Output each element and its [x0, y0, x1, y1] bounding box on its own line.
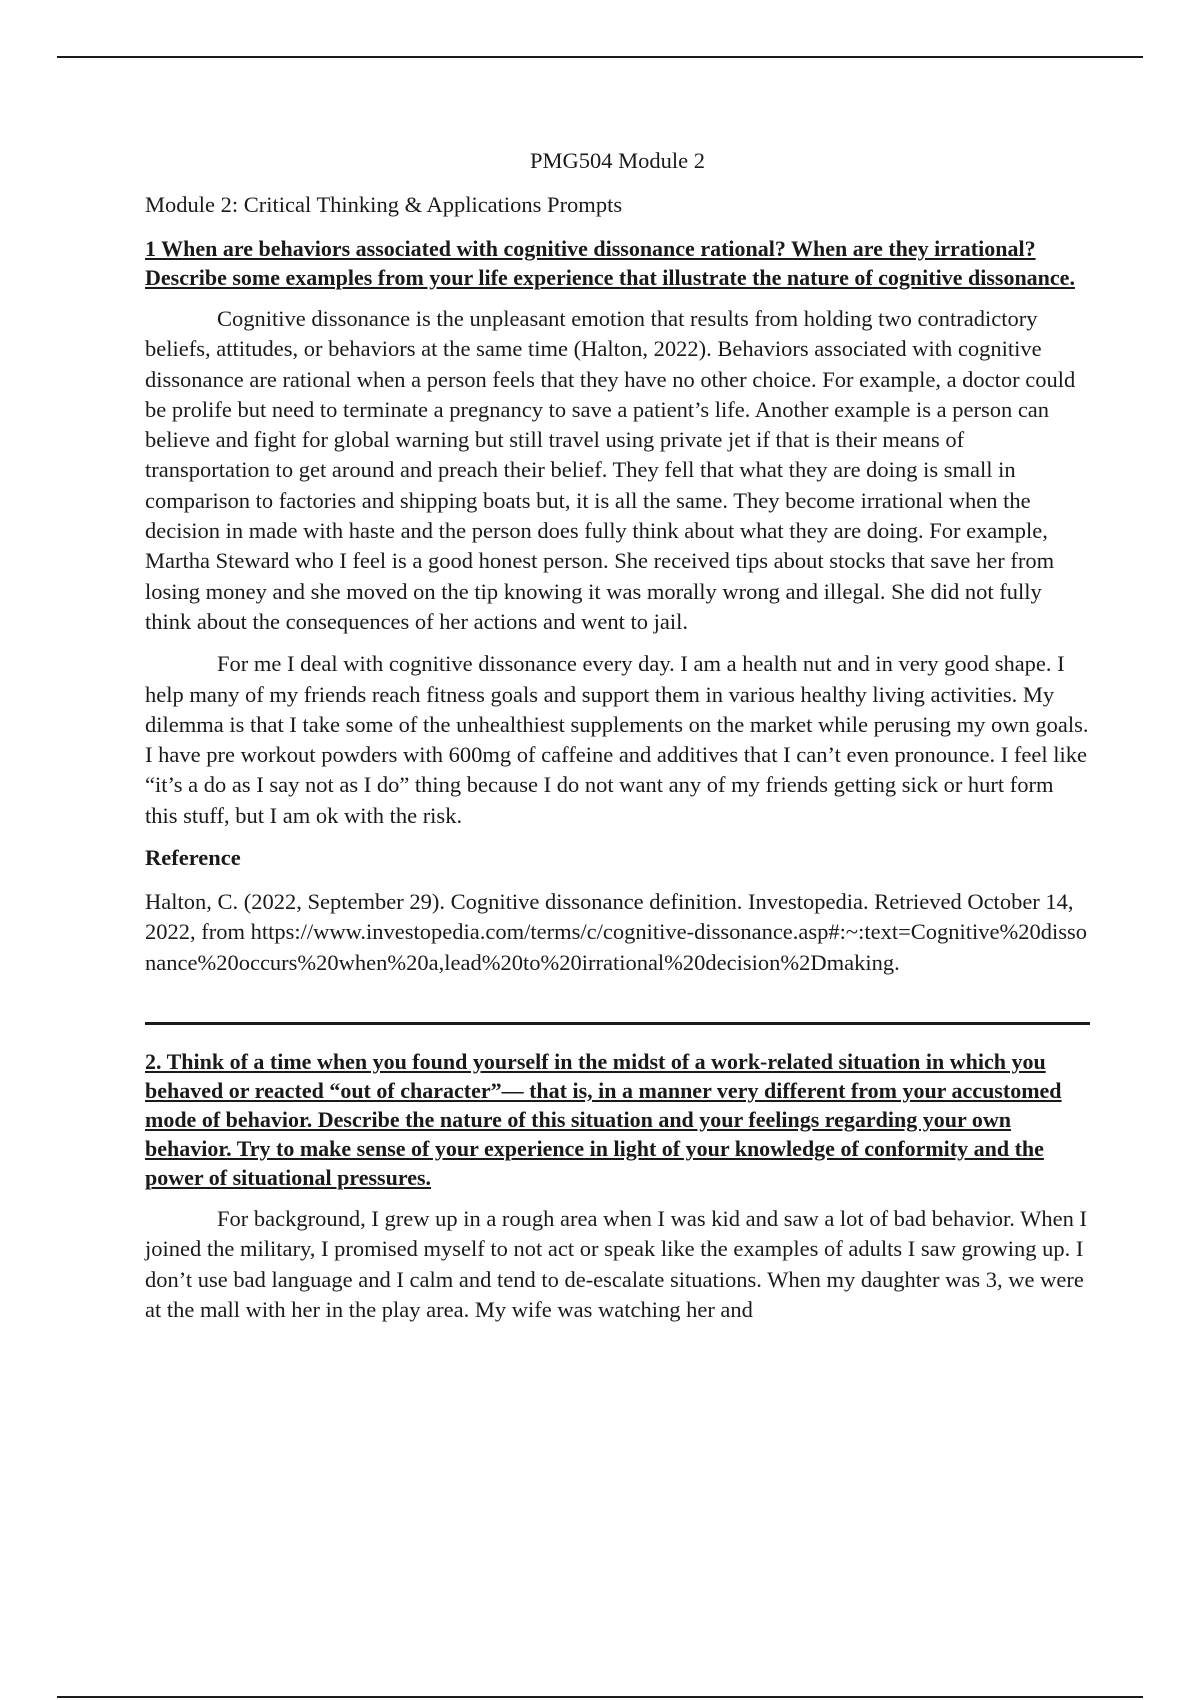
- page-bottom-rule: [57, 1696, 1143, 1698]
- answer-1-paragraph-2: For me I deal with cognitive dissonance every day. I am a health nut and in very good shape. I help many of my friends reach fitness goals and support them in various healthy living activities. My dilemma is that I take some of the unhealthiest supplements on the market while perusing my own goals. I have pre workout powders with 600mg of caffeine and additives that I can’t even pronounce. I feel like “it’s a do as I say not as I do” thing because I do not want any of my friends getting sick or hurt form this stuff, but I am ok with the risk.: [145, 651, 1089, 828]
- answer-1-paragraph-1: Cognitive dissonance is the unpleasant emotion that results from holding two contradictory beliefs, attitudes, or behaviors at the same time (Halton, 2022). Behaviors associated with cognitive dissonance are rational when a person feels that they have no other choice. For example, a doctor could be prolife but need to terminate a pregnancy to save a patient’s life. Another example is a person can believe and fight for global warning but still travel using private jet if that is their means of transportation to get around and preach their belief. They fell that what they are doing is small in comparison to factories and shipping boats but, it is all the same. They become irrational when the decision in made with haste and the person does fully think about what they are doing. For example, Martha Steward who I feel is a good honest person. She received tips about stocks that save her from losing money and she moved on the tip knowing it was morally wrong and illegal. She did not fully think about the consequences of her actions and went to jail.: [145, 306, 1076, 634]
- section-divider: [145, 1022, 1090, 1025]
- document-title: PMG504 Module 2: [529, 148, 705, 173]
- prompt-2: 2. Think of a time when you found yourself in the midst of a work-related situation in which you behaved or reacted “out of character”— that is, in a manner very different from your accustomed mode of behavior. Describe the nature of this situation and your feelings regarding your own behavior. Try to make sense of your experience in light of your knowledge of conformity and the power of situational pressures.: [145, 1048, 1062, 1190]
- document-subtitle: Module 2: Critical Thinking & Applications Prompts: [145, 192, 623, 217]
- answer-2-paragraph-1: For background, I grew up in a rough area when I was kid and saw a lot of bad behavior. When I joined the military, I promised myself to not act or speak like the examples of adults I saw growing up. I don’t use bad language and I calm and tend to de-escalate situations. When my daughter was 3, we were at the mall with her in the play area. My wife was watching her and: [145, 1205, 1087, 1322]
- reference-heading: Reference: [145, 845, 241, 871]
- page-top-rule: [57, 56, 1143, 58]
- prompt-1: 1 When are behaviors associated with cognitive dissonance rational? When are they irrational? Describe some examples from your life experience that illustrate the nature of cognitive dissonance.: [145, 236, 1075, 290]
- document-body: [145, 146, 1090, 1337]
- reference-entry: Halton, C. (2022, September 29). Cognitive dissonance definition. Investopedia. Retrieved October 14, 2022, from https://www.investopedia.com/terms/c/cognitive-dissonance.asp#:~:text=Cognitive%20dissonance%20occurs%20when%20a,lead%20to%20irrational%20decision%2Dmaking.: [145, 889, 1088, 975]
